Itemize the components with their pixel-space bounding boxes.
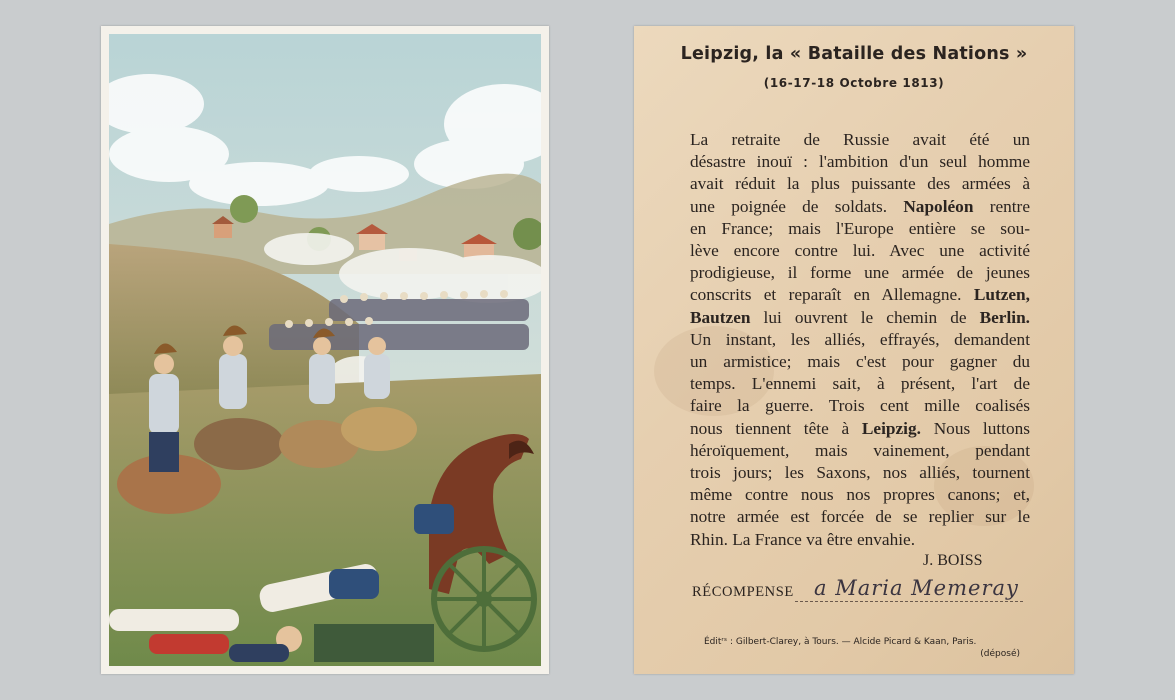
text-run: lui ouvrent le chemin de [750,307,980,327]
story-text-line [690,129,1030,151]
story-text-line [690,351,1030,373]
story-text-line [690,329,1030,351]
story-text-line [690,506,1030,528]
text-run: avait réduit la plus puissante des armées à [690,174,1030,194]
story-text-line [690,196,1030,218]
story-text-line [690,151,1030,173]
battle-scene-image [109,34,541,666]
story-text [690,129,1030,551]
text-run: La retraite de Russie avait été un [690,130,1030,149]
publisher-deposit-note: (déposé) [980,649,1020,659]
text-run: temps. L'ennemi sait, à présent, l'art de [690,374,1030,394]
text-run: Un instant, les alliés, effrayés, demandent [690,329,1030,349]
emphasized-name: Berlin. [979,307,1030,327]
story-text-line [690,418,1030,440]
text-run: un armistice; mais c'est pour gagner du [690,352,1030,372]
text-run: en France; mais l'Europe entière se sou- [690,218,1030,238]
text-run: faire la guerre. Trois cent mille coalisés [690,396,1030,416]
card-title: Leipzig, la « Bataille des Nations » [680,44,1028,64]
story-text-line [690,440,1030,462]
text-run: nous tiennent tête à [690,418,862,438]
reward-label: RÉCOMPENSE [692,584,794,600]
story-text-line [690,240,1030,262]
text-run: rentre [973,196,1030,216]
text-run: lève encore contre lui. Avec une activité [690,241,1030,261]
author-signature: J. BOISS [923,552,983,569]
story-text-line [690,173,1030,195]
story-text-line [690,484,1030,506]
text-run: Rhin. La France va être envahie. [690,529,916,549]
story-text-line [690,284,1030,306]
story-text-line [690,307,1030,329]
card-front [101,26,549,674]
text-run: une poignée de soldats. [690,196,904,216]
text-run: Nous luttons [920,418,1030,438]
reward-dotted-line [795,601,1023,602]
text-run: désastre inouï : l'ambition d'un seul homme [690,152,1030,172]
emphasized-name: Leipzig. [861,418,921,438]
text-run: héroïquement, mais vainement, pendant [690,440,1030,460]
story-text-line [690,373,1030,395]
reward-row [692,576,1052,612]
reward-recipient-handwriting: a Maria Memeray [814,576,1019,600]
emphasized-name: Lutzen, [973,285,1030,305]
text-run: même contre nous nos propres canons; et, [690,485,1030,505]
card-back [634,26,1074,674]
emphasized-name: Bautzen [690,307,751,327]
publisher-line: Éditʳˢ : Gilbert-Clarey, à Tours. — Alcide Picard & Kaan, Paris. [704,637,977,647]
publisher-imprint [704,636,1034,660]
text-run: conscrits et reparaît en Allemagne. [690,285,974,305]
text-run: trois jours; les Saxons, nos alliés, tournent [690,463,1030,483]
story-text-line [690,218,1030,240]
battle-illustration [109,34,541,666]
story-text-line [690,462,1030,484]
story-text-line [690,395,1030,417]
text-run: notre armée est forcée de se replier sur le [690,507,1030,527]
text-run: prodigieuse, il forme une armée de jeunes [690,263,1030,283]
emphasized-name: Napoléon [903,196,974,216]
card-dates: (16-17-18 Octobre 1813) [763,76,945,90]
story-text-line [690,529,1030,551]
story-text-line [690,262,1030,284]
